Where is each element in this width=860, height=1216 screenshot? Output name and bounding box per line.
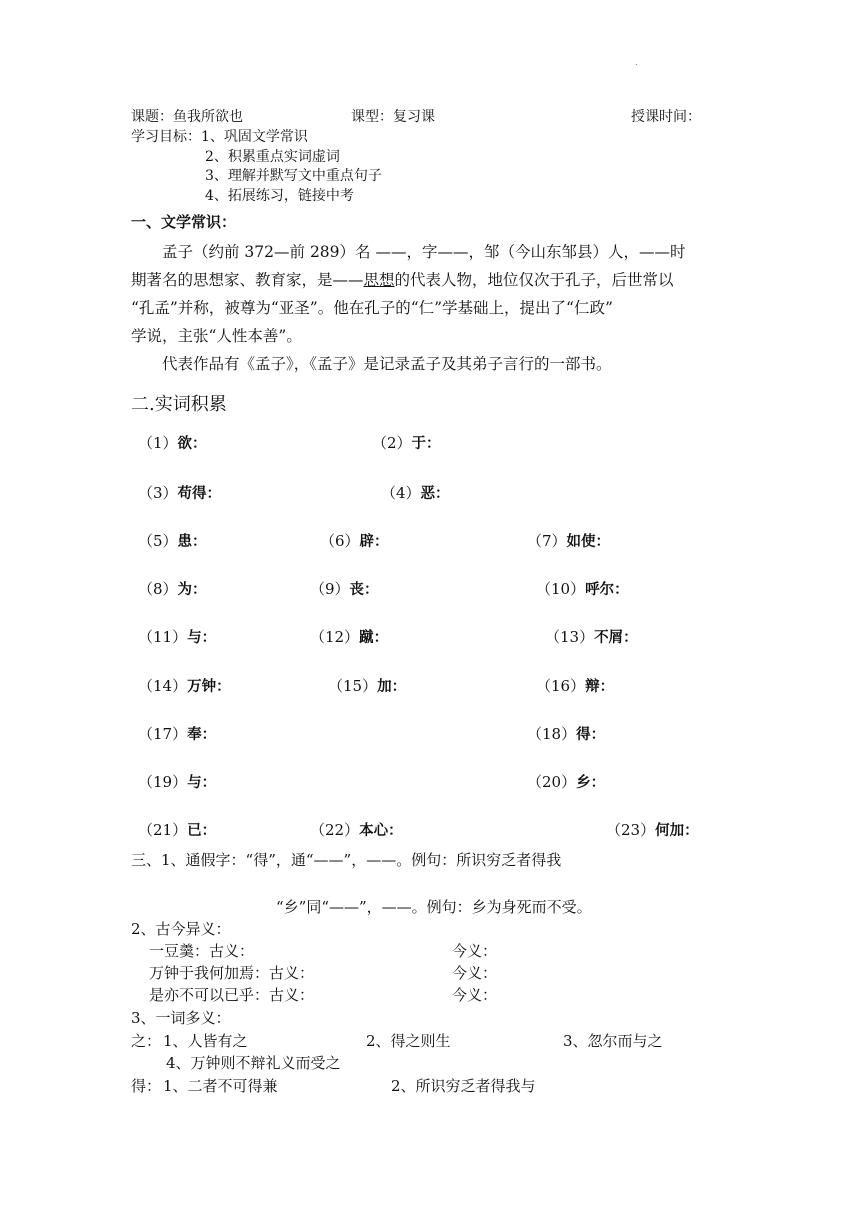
vocab-word: 呼尔： bbox=[585, 582, 629, 598]
vocab-item bbox=[138, 578, 207, 599]
vocab-word: 加： bbox=[377, 679, 407, 695]
vocab-number: （16） bbox=[536, 677, 586, 695]
vocab-number: （23） bbox=[606, 821, 656, 839]
vocab-item bbox=[138, 819, 216, 840]
paragraph-line: “孔孟”并称，被尊为“亚圣”。他在孔子的“仁”学基础上，提出了“仁政” bbox=[131, 299, 613, 317]
vocab-item bbox=[138, 771, 216, 792]
vocab-number: （13） bbox=[545, 628, 595, 646]
vocab-word: 万钟： bbox=[187, 679, 231, 695]
vocab-number: （10） bbox=[536, 580, 586, 598]
goals-label: 学习目标： bbox=[131, 129, 201, 145]
vocab-item bbox=[310, 578, 379, 599]
duoyi-label-zhi: 之： bbox=[131, 1032, 162, 1050]
gujin-ancient: 一豆羹：古义： bbox=[149, 942, 255, 960]
vocab-number: （12） bbox=[310, 628, 360, 646]
vocab-word: 如使： bbox=[566, 534, 611, 550]
vocab-word: 欲： bbox=[177, 436, 207, 452]
duoyi-item: 4、万钟则不辩礼义而受之 bbox=[166, 1054, 341, 1072]
vocab-number: （21） bbox=[138, 821, 188, 839]
vocab-word: 已： bbox=[187, 823, 217, 839]
lesson-time: 授课时间： bbox=[631, 109, 701, 125]
duoyi-item: 2、得之则生 bbox=[366, 1032, 451, 1050]
gujin-ancient: 是亦不可以已乎：古义： bbox=[149, 986, 315, 1004]
vocab-word: 不屑： bbox=[594, 630, 638, 646]
vocab-number: （14） bbox=[138, 677, 188, 695]
vocab-number: （17） bbox=[138, 725, 188, 743]
paragraph-line: 孟子（约前 372—前 289）名 ——，字——，邹（今山东邹县）人，——时 bbox=[162, 243, 686, 261]
vocab-word: 辟： bbox=[359, 534, 389, 550]
duoyi-label-de: 得： bbox=[131, 1077, 162, 1095]
gujin-modern: 今义： bbox=[452, 942, 498, 960]
vocab-number: （9） bbox=[310, 580, 350, 598]
tongjiazi-line: “乡”同“——”，——。例句：乡为身死而不受。 bbox=[276, 898, 592, 916]
underlined-text: 思想 bbox=[363, 271, 395, 289]
vocab-word: 蹴： bbox=[359, 630, 389, 646]
vocab-item bbox=[310, 819, 403, 840]
vocab-item bbox=[545, 626, 638, 647]
gujin-title: 2、古今异义： bbox=[131, 920, 231, 938]
vocab-word: 为： bbox=[177, 582, 207, 598]
lesson-type: 课型：复习课 bbox=[351, 109, 435, 125]
vocab-word: 恶： bbox=[420, 486, 450, 502]
vocab-number: （8） bbox=[138, 580, 178, 598]
vocab-word: 于： bbox=[411, 436, 441, 452]
vocab-number: （4） bbox=[381, 484, 421, 502]
vocab-item bbox=[138, 723, 216, 744]
tongjiazi-line: 三、1、通假字：“得”，通“——”，——。例句：所识穷乏者得我 bbox=[131, 851, 562, 869]
vocab-word: 得： bbox=[576, 727, 606, 743]
vocab-item bbox=[527, 530, 610, 551]
paragraph-text: 期著名的思想家、教育家，是—— bbox=[131, 271, 364, 289]
vocab-word: 何加： bbox=[655, 823, 699, 839]
vocab-item bbox=[328, 675, 406, 696]
vocab-word: 丧： bbox=[349, 582, 379, 598]
vocab-item bbox=[536, 675, 614, 696]
vocab-word: 奉： bbox=[187, 727, 217, 743]
duoyi-title: 3、一词多义： bbox=[131, 1009, 231, 1027]
vocab-item bbox=[372, 432, 441, 453]
vocab-number: （19） bbox=[138, 773, 188, 791]
vocab-number: （20） bbox=[527, 773, 577, 791]
vocab-item bbox=[138, 626, 216, 647]
vocab-item bbox=[606, 819, 699, 840]
paragraph-text: 的代表人物，地位仅次于孔子，后世常以 bbox=[394, 271, 674, 289]
gujin-modern: 今义： bbox=[452, 964, 498, 982]
vocab-number: （22） bbox=[310, 821, 360, 839]
paragraph-line: 代表作品有《孟子》，《孟子》是记录孟子及其弟子言行的一部书。 bbox=[162, 355, 612, 373]
vocab-number: （5） bbox=[138, 532, 178, 550]
vocab-item bbox=[138, 530, 207, 551]
vocab-item bbox=[320, 530, 389, 551]
page-marker-dot: . bbox=[635, 58, 638, 67]
paragraph-line: 学说，主张“人性本善”。 bbox=[131, 327, 302, 345]
duoyi-item: 1、二者不可得兼 bbox=[163, 1077, 278, 1095]
vocab-word: 患： bbox=[177, 534, 207, 550]
vocab-number: （2） bbox=[372, 434, 412, 452]
vocab-word: 与： bbox=[187, 775, 217, 791]
vocab-word: 乡： bbox=[576, 775, 606, 791]
vocab-item bbox=[310, 626, 388, 647]
vocab-number: （18） bbox=[527, 725, 577, 743]
gujin-modern: 今义： bbox=[452, 986, 498, 1004]
section-heading-literature: 一、文学常识： bbox=[131, 213, 237, 231]
goal-item: 3、理解并默写文中重点句子 bbox=[205, 168, 382, 184]
vocab-number: （15） bbox=[328, 677, 378, 695]
vocab-number: （6） bbox=[320, 532, 360, 550]
vocab-item bbox=[527, 771, 605, 792]
vocab-number: （11） bbox=[138, 628, 188, 646]
lesson-topic: 课题：鱼我所欲也 bbox=[131, 109, 243, 125]
vocab-item bbox=[138, 432, 207, 453]
vocab-number: （7） bbox=[527, 532, 567, 550]
duoyi-item: 3、忽尔而与之 bbox=[563, 1032, 663, 1050]
vocab-item bbox=[138, 675, 231, 696]
vocab-word: 本心： bbox=[359, 823, 403, 839]
duoyi-item: 1、人皆有之 bbox=[163, 1032, 248, 1050]
paragraph-line bbox=[131, 268, 674, 290]
vocab-item bbox=[527, 723, 605, 744]
goal-item: 1、巩固文学常识 bbox=[201, 129, 308, 145]
goal-item: 2、积累重点实词虚词 bbox=[205, 149, 340, 165]
gujin-ancient: 万钟于我何加焉：古义： bbox=[149, 964, 315, 982]
duoyi-item: 2、所识穷乏者得我与 bbox=[391, 1077, 536, 1095]
vocab-word: 苟得： bbox=[177, 486, 222, 502]
vocab-item bbox=[381, 482, 450, 503]
vocab-item bbox=[536, 578, 629, 599]
section-heading-vocab: 二.实词积累 bbox=[131, 394, 227, 415]
vocab-number: （3） bbox=[138, 484, 178, 502]
vocab-word: 与： bbox=[187, 630, 217, 646]
vocab-item bbox=[138, 482, 221, 503]
goal-item: 4、拓展练习，链接中考 bbox=[205, 188, 354, 204]
vocab-word: 辩： bbox=[585, 679, 615, 695]
vocab-number: （1） bbox=[138, 434, 178, 452]
